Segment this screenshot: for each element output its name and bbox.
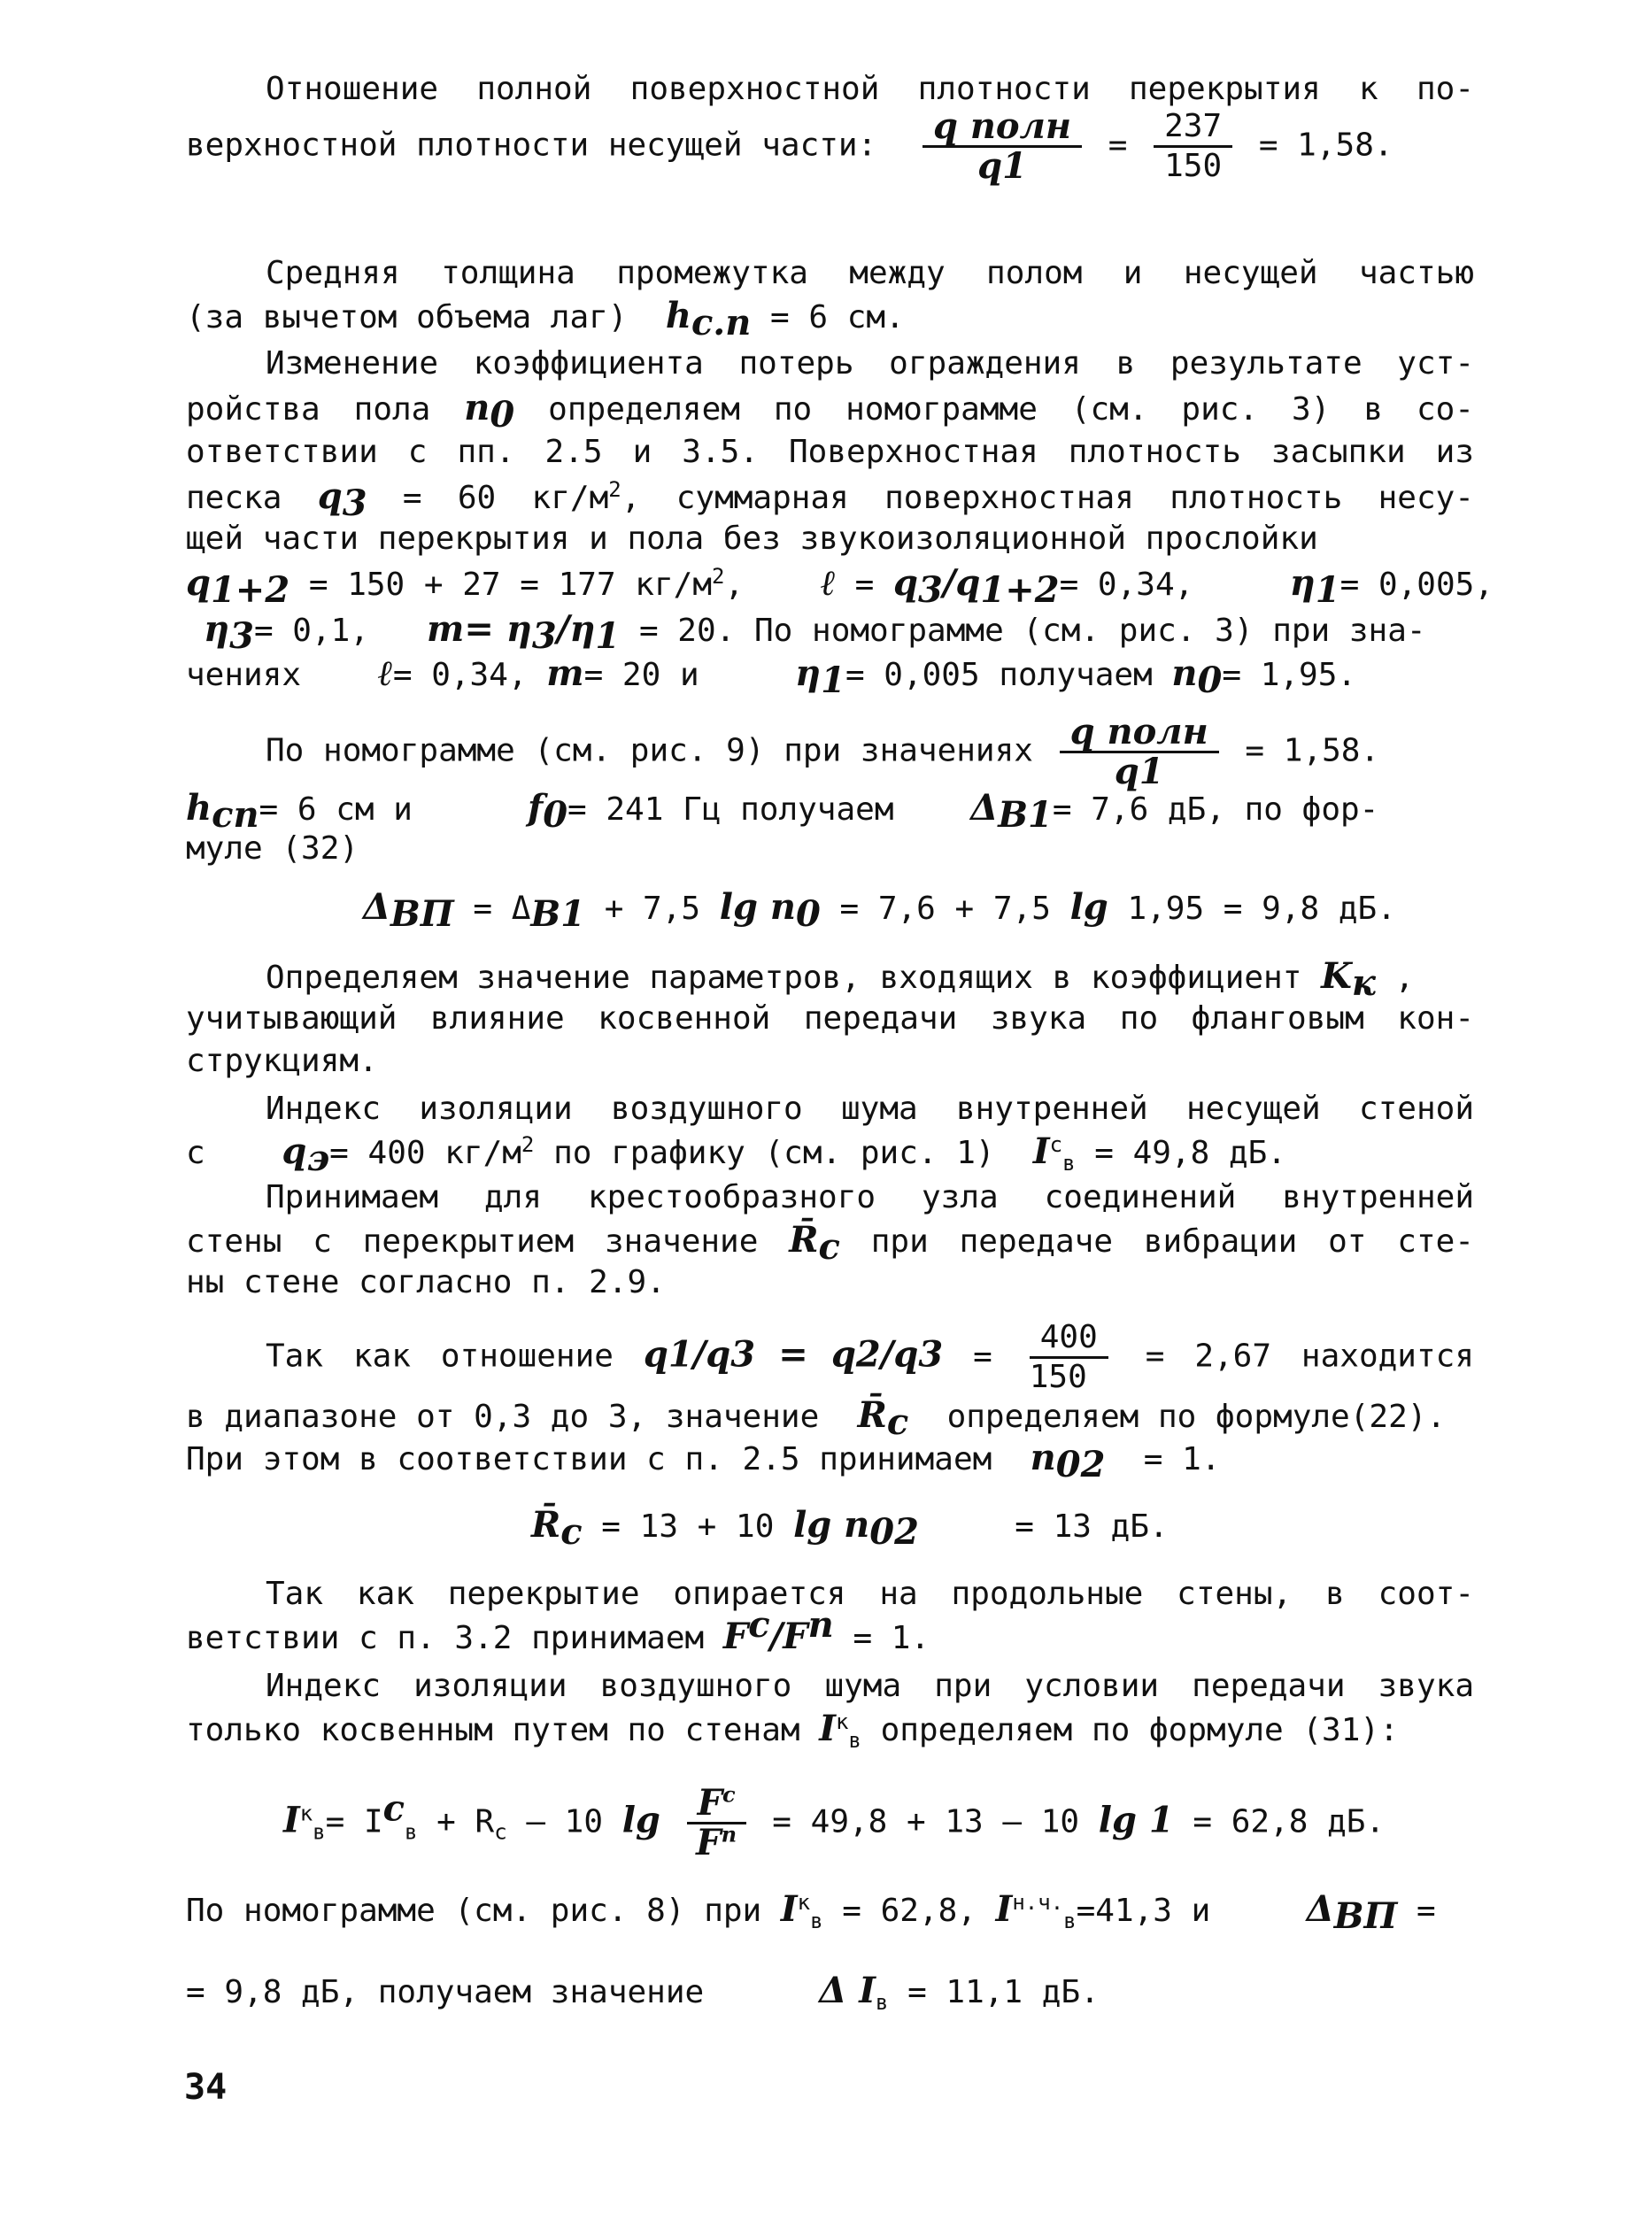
line-25: Так как отношение q1/q3 = q2/q3 = $\frac{400}{150}$ = 2,67 находится [266,1319,1474,1395]
line-17: Определяем значение параметров, входящих в коэффициент $K_к$ , [266,955,1415,1005]
line-8: песка $q_3 = 60$ $кг/м^2$, суммарная поверхностная плотность несу- [186,475,1474,525]
line-9: щей части перекрытия и пола без звукоизоляционной прослойки [186,521,1318,557]
fraction-q-poln-2: $\frac{\text{q полн}}{q1}$ [1060,714,1219,791]
line-24: ны стене согласно п. 2.9. [186,1264,666,1300]
line-27: При этом в соответствии с п. 2.5 принимаем $n_{02} = 1$. [186,1437,1221,1486]
line-1: Отношение полной поверхностной плотности перекрытия к по- [266,71,1474,107]
line-11: $\eta_3= 0,1$, $m= \eta_3/\eta_1 = 20$. По номограмме (см. рис. 3) при зна- [204,608,1426,658]
line-32: только косвенным путем по стенам $I^к_в$ определяем по формуле (31): [186,1708,1399,1754]
line-7: ответствии с пп. 2.5 и 3.5. Поверхностная плотность засыпки из [186,434,1474,470]
line-30: ветствии с п. 3.2 принимаем $F^с/F^п = 1$. [186,1604,930,1657]
line-35: = 9,8 дБ, получаем значение Δ $I_в = 11,1$ дБ. [186,1970,1100,2016]
line-26: в диапазоне от 0,3 до 3, значение $R̄_с$ определяем по формуле(22). [186,1394,1447,1444]
line-13: По номограмме (см. рис. 9) при значениях $\frac{\text{q полн}}{q1}$ = 1,58. [266,711,1380,792]
line-6: ройства пола $n_0$ определяем по номограмме (см. рис. 3) в со- [186,387,1474,436]
fraction-q-poln: $\frac{\text{q полн}}{q1}$ [922,108,1082,185]
line-29: Так как перекрытие опирается на продольные стены, в соот- [266,1576,1474,1612]
line-21: с $q_э= 400$ $кг/м^2$ по графику (см. рис. 1) $I^с_в = 49,8$ дБ. [186,1130,1286,1180]
line-3: Средняя толщина промежутка между полом и несущей частью [266,255,1474,291]
line-31: Индекс изоляции воздушного шума при условии передачи звука [266,1668,1474,1704]
fraction-400-150: $\frac{400}{150}$ [1030,1319,1108,1396]
line-15: муле (32) [186,830,359,867]
formula-dvp: $\Delta_{ВП} = \Delta_{В1} + 7,5$ $\lg n_0 = 7,6 + 7,5$ lg 1,95 = 9,8 дБ. [363,886,1396,936]
line-4: (за вычетом объема лаг) $h_{с.п} = 6$ см. [186,295,905,344]
line-14: $h_{сп}= 6$ см и $f_0= 241$ Гц получаем $\Delta_{В1}= 7,6$ дБ, по фор- [186,787,1379,837]
line-23: стены с перекрытием значение $R̄_с$ при передаче вибрации от сте- [186,1219,1474,1269]
line-12: чениях ℓ= 0,34, m= 20 и $\eta_1= 0,005$ получаем $n_0= 1,95$. [186,652,1357,702]
formula-rc: $R̄_с = 13 + 10$ $\lg n_{02}$ = 13 дБ. [531,1504,1169,1554]
line-2: верхностной плотности несущей части: $\frac{\text{q полн}}{q1}$ = $\frac{237}{150}$ = 1,58. [186,105,1393,187]
line-19: струкциям. [186,1043,378,1079]
page-number: 34 [184,2067,228,2108]
fraction-fc-fp: $\frac{F^с}{F^п}$ [687,1785,746,1862]
fraction-237-150: $\frac{237}{150}$ [1154,108,1232,185]
line-18: учитывающий влияние косвенной передачи звука по фланговым кон- [186,1000,1474,1037]
line-20: Индекс изоляции воздушного шума внутренней несущей стеной [266,1091,1474,1127]
line-10: $q_{1+2} = 150 + 27 = 177$ $кг/м^2$, ℓ = $q_3/q_{1+2}= 0,34$, $\eta_1= 0,005$, [186,562,1494,612]
line-34: По номограмме (см. рис. 8) при $I^к_в = 62,8$, $I^{н.ч.}_в=41,3$ и $\Delta_{ВП}$ = [186,1888,1436,1938]
line-22: Принимаем для крестообразного узла соединений внутренней [266,1179,1474,1215]
line-5: Изменение коэффициента потерь ограждения в результате уст- [266,345,1474,382]
formula-ib-k: $I^к_в= I^с_в + R_с - 10$ lg $\frac{F^с}{F^п}$ = 49,8 + 13 – 10 lg 1 = 62,8 дБ. [283,1781,1386,1863]
